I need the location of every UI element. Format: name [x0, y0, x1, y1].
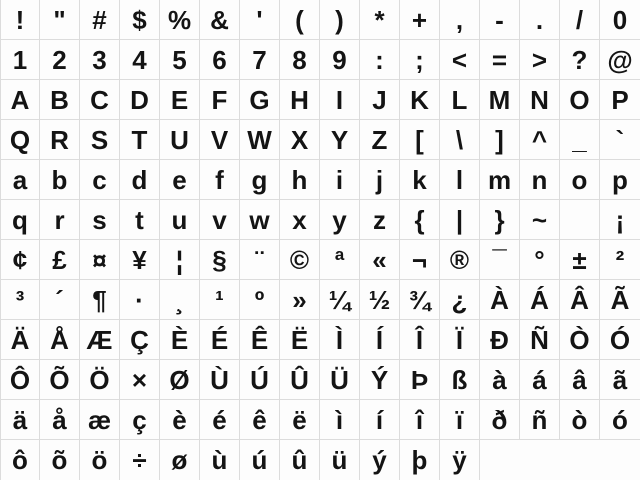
- glyph-cell[interactable]: d: [120, 160, 160, 200]
- glyph-cell[interactable]: $: [120, 0, 160, 40]
- glyph-cell[interactable]: ^: [520, 120, 560, 160]
- glyph-cell[interactable]: ï: [440, 400, 480, 440]
- glyph-cell[interactable]: Ï: [440, 320, 480, 360]
- glyph-cell[interactable]: Þ: [400, 360, 440, 400]
- glyph-cell[interactable]: %: [160, 0, 200, 40]
- glyph-cell[interactable]: B: [40, 80, 80, 120]
- glyph-cell[interactable]: ¸: [160, 280, 200, 320]
- glyph-cell[interactable]: p: [600, 160, 640, 200]
- glyph-cell[interactable]: x: [280, 200, 320, 240]
- glyph-cell[interactable]: ×: [120, 360, 160, 400]
- glyph-cell[interactable]: Ê: [240, 320, 280, 360]
- glyph-cell[interactable]: ²: [600, 240, 640, 280]
- glyph-cell[interactable]: L: [440, 80, 480, 120]
- glyph-cell[interactable]: D: [120, 80, 160, 120]
- glyph-cell[interactable]: }: [480, 200, 520, 240]
- glyph-cell[interactable]: ©: [280, 240, 320, 280]
- glyph-cell[interactable]: ?: [560, 40, 600, 80]
- glyph-cell[interactable]: ð: [480, 400, 520, 440]
- glyph-cell[interactable]: Ì: [320, 320, 360, 360]
- glyph-cell[interactable]: ~: [520, 200, 560, 240]
- glyph-cell[interactable]: P: [600, 80, 640, 120]
- glyph-cell[interactable]: _: [560, 120, 600, 160]
- glyph-cell[interactable]: è: [160, 400, 200, 440]
- empty-glyph-cell[interactable]: [560, 200, 600, 240]
- glyph-cell[interactable]: Ù: [200, 360, 240, 400]
- glyph-cell[interactable]: ±: [560, 240, 600, 280]
- glyph-cell[interactable]: §: [200, 240, 240, 280]
- glyph-cell[interactable]: ¦: [160, 240, 200, 280]
- glyph-cell[interactable]: F: [200, 80, 240, 120]
- glyph-cell[interactable]: 2: [40, 40, 80, 80]
- glyph-cell[interactable]: {: [400, 200, 440, 240]
- glyph-cell[interactable]: Æ: [80, 320, 120, 360]
- glyph-cell[interactable]: W: [240, 120, 280, 160]
- glyph-cell[interactable]: Ä: [0, 320, 40, 360]
- glyph-cell[interactable]: ): [320, 0, 360, 40]
- glyph-cell[interactable]: £: [40, 240, 80, 280]
- glyph-cell[interactable]: a: [0, 160, 40, 200]
- glyph-cell[interactable]: s: [80, 200, 120, 240]
- glyph-cell[interactable]: ü: [320, 440, 360, 480]
- glyph-cell[interactable]: Q: [0, 120, 40, 160]
- glyph-cell[interactable]: æ: [80, 400, 120, 440]
- glyph-cell[interactable]: ú: [240, 440, 280, 480]
- glyph-cell[interactable]: Ü: [320, 360, 360, 400]
- glyph-cell[interactable]: ß: [440, 360, 480, 400]
- glyph-cell[interactable]: ;: [400, 40, 440, 80]
- glyph-cell[interactable]: ì: [320, 400, 360, 440]
- glyph-cell[interactable]: Á: [520, 280, 560, 320]
- glyph-cell[interactable]: u: [160, 200, 200, 240]
- glyph-cell[interactable]: e: [160, 160, 200, 200]
- glyph-cell[interactable]: :: [360, 40, 400, 80]
- glyph-cell[interactable]: ÿ: [440, 440, 480, 480]
- glyph-cell[interactable]: j: [360, 160, 400, 200]
- glyph-cell[interactable]: U: [160, 120, 200, 160]
- glyph-cell[interactable]: Ã: [600, 280, 640, 320]
- glyph-cell[interactable]: Ò: [560, 320, 600, 360]
- glyph-cell[interactable]: ç: [120, 400, 160, 440]
- glyph-cell[interactable]: r: [40, 200, 80, 240]
- glyph-cell[interactable]: Ñ: [520, 320, 560, 360]
- glyph-cell[interactable]: I: [320, 80, 360, 120]
- glyph-cell[interactable]: T: [120, 120, 160, 160]
- glyph-cell[interactable]: ®: [440, 240, 480, 280]
- glyph-cell[interactable]: l: [440, 160, 480, 200]
- glyph-cell[interactable]: g: [240, 160, 280, 200]
- glyph-cell[interactable]: o: [560, 160, 600, 200]
- glyph-cell[interactable]: A: [0, 80, 40, 120]
- glyph-cell[interactable]: #: [80, 0, 120, 40]
- glyph-cell[interactable]: Û: [280, 360, 320, 400]
- glyph-cell[interactable]: Ç: [120, 320, 160, 360]
- glyph-cell[interactable]: Å: [40, 320, 80, 360]
- glyph-cell[interactable]: õ: [40, 440, 80, 480]
- glyph-cell[interactable]: Ë: [280, 320, 320, 360]
- glyph-cell[interactable]: +: [400, 0, 440, 40]
- glyph-cell[interactable]: O: [560, 80, 600, 120]
- glyph-cell[interactable]: z: [360, 200, 400, 240]
- glyph-cell[interactable]: &: [200, 0, 240, 40]
- glyph-cell[interactable]: 8: [280, 40, 320, 80]
- glyph-cell[interactable]: X: [280, 120, 320, 160]
- glyph-cell[interactable]: ,: [440, 0, 480, 40]
- glyph-cell[interactable]: C: [80, 80, 120, 120]
- glyph-cell[interactable]: ¤: [80, 240, 120, 280]
- glyph-cell[interactable]: Õ: [40, 360, 80, 400]
- glyph-cell[interactable]: ã: [600, 360, 640, 400]
- glyph-cell[interactable]: v: [200, 200, 240, 240]
- glyph-cell[interactable]: È: [160, 320, 200, 360]
- glyph-cell[interactable]: @: [600, 40, 640, 80]
- glyph-cell[interactable]: »: [280, 280, 320, 320]
- glyph-cell[interactable]: .: [520, 0, 560, 40]
- glyph-cell[interactable]: ò: [560, 400, 600, 440]
- glyph-cell[interactable]: m: [480, 160, 520, 200]
- glyph-cell[interactable]: f: [200, 160, 240, 200]
- glyph-cell[interactable]: Î: [400, 320, 440, 360]
- glyph-cell[interactable]: 6: [200, 40, 240, 80]
- glyph-cell[interactable]: ¢: [0, 240, 40, 280]
- glyph-cell[interactable]: ë: [280, 400, 320, 440]
- glyph-cell[interactable]: î: [400, 400, 440, 440]
- glyph-cell[interactable]: Ø: [160, 360, 200, 400]
- glyph-cell[interactable]: \: [440, 120, 480, 160]
- glyph-cell[interactable]: ': [240, 0, 280, 40]
- glyph-cell[interactable]: ñ: [520, 400, 560, 440]
- glyph-cell[interactable]: [: [400, 120, 440, 160]
- glyph-cell[interactable]: â: [560, 360, 600, 400]
- glyph-cell[interactable]: Ö: [80, 360, 120, 400]
- glyph-cell[interactable]: ê: [240, 400, 280, 440]
- glyph-cell[interactable]: À: [480, 280, 520, 320]
- glyph-cell[interactable]: 3: [80, 40, 120, 80]
- glyph-cell[interactable]: ù: [200, 440, 240, 480]
- glyph-cell[interactable]: *: [360, 0, 400, 40]
- glyph-cell[interactable]: h: [280, 160, 320, 200]
- glyph-cell[interactable]: ¨: [240, 240, 280, 280]
- glyph-cell[interactable]: K: [400, 80, 440, 120]
- glyph-cell[interactable]: ö: [80, 440, 120, 480]
- glyph-cell[interactable]: Â: [560, 280, 600, 320]
- glyph-cell[interactable]: ª: [320, 240, 360, 280]
- glyph-cell[interactable]: i: [320, 160, 360, 200]
- glyph-cell[interactable]: Ô: [0, 360, 40, 400]
- glyph-cell[interactable]: Z: [360, 120, 400, 160]
- glyph-cell[interactable]: !: [0, 0, 40, 40]
- glyph-cell[interactable]: É: [200, 320, 240, 360]
- glyph-cell[interactable]: t: [120, 200, 160, 240]
- glyph-cell[interactable]: ¬: [400, 240, 440, 280]
- glyph-cell[interactable]: 1: [0, 40, 40, 80]
- glyph-cell[interactable]: V: [200, 120, 240, 160]
- glyph-cell[interactable]: Y: [320, 120, 360, 160]
- glyph-cell[interactable]: é: [200, 400, 240, 440]
- glyph-cell[interactable]: N: [520, 80, 560, 120]
- glyph-cell[interactable]: ¼: [320, 280, 360, 320]
- glyph-cell[interactable]: /: [560, 0, 600, 40]
- glyph-cell[interactable]: <: [440, 40, 480, 80]
- glyph-cell[interactable]: >: [520, 40, 560, 80]
- glyph-cell[interactable]: H: [280, 80, 320, 120]
- glyph-cell[interactable]: ·: [120, 280, 160, 320]
- glyph-cell[interactable]: Ð: [480, 320, 520, 360]
- glyph-cell[interactable]: Ú: [240, 360, 280, 400]
- glyph-cell[interactable]: í: [360, 400, 400, 440]
- glyph-cell[interactable]: ¯: [480, 240, 520, 280]
- glyph-cell[interactable]: ý: [360, 440, 400, 480]
- glyph-cell[interactable]: 0: [600, 0, 640, 40]
- glyph-cell[interactable]: k: [400, 160, 440, 200]
- glyph-cell[interactable]: à: [480, 360, 520, 400]
- glyph-cell[interactable]: å: [40, 400, 80, 440]
- glyph-cell[interactable]: 7: [240, 40, 280, 80]
- glyph-cell[interactable]: |: [440, 200, 480, 240]
- glyph-cell[interactable]: ¶: [80, 280, 120, 320]
- glyph-cell[interactable]: -: [480, 0, 520, 40]
- glyph-cell[interactable]: Ó: [600, 320, 640, 360]
- glyph-cell[interactable]: ¥: [120, 240, 160, 280]
- glyph-cell[interactable]: ô: [0, 440, 40, 480]
- glyph-cell[interactable]: =: [480, 40, 520, 80]
- glyph-cell[interactable]: ´: [40, 280, 80, 320]
- glyph-cell[interactable]: ³: [0, 280, 40, 320]
- glyph-cell[interactable]: þ: [400, 440, 440, 480]
- glyph-cell[interactable]: S: [80, 120, 120, 160]
- glyph-cell[interactable]: ": [40, 0, 80, 40]
- glyph-cell[interactable]: w: [240, 200, 280, 240]
- glyph-cell[interactable]: (: [280, 0, 320, 40]
- glyph-cell[interactable]: ¿: [440, 280, 480, 320]
- glyph-cell[interactable]: º: [240, 280, 280, 320]
- glyph-cell[interactable]: J: [360, 80, 400, 120]
- glyph-cell[interactable]: Ý: [360, 360, 400, 400]
- glyph-cell[interactable]: E: [160, 80, 200, 120]
- glyph-cell[interactable]: n: [520, 160, 560, 200]
- glyph-cell[interactable]: ó: [600, 400, 640, 440]
- empty-area: [480, 440, 640, 480]
- glyph-cell[interactable]: y: [320, 200, 360, 240]
- glyph-cell[interactable]: M: [480, 80, 520, 120]
- glyph-cell[interactable]: 9: [320, 40, 360, 80]
- glyph-cell[interactable]: R: [40, 120, 80, 160]
- glyph-cell[interactable]: c: [80, 160, 120, 200]
- glyph-cell[interactable]: ÷: [120, 440, 160, 480]
- glyph-cell[interactable]: 5: [160, 40, 200, 80]
- glyph-cell[interactable]: Í: [360, 320, 400, 360]
- glyph-cell[interactable]: 4: [120, 40, 160, 80]
- glyph-cell[interactable]: G: [240, 80, 280, 120]
- glyph-cell[interactable]: ]: [480, 120, 520, 160]
- glyph-cell[interactable]: ½: [360, 280, 400, 320]
- glyph-cell[interactable]: ¡: [600, 200, 640, 240]
- glyph-cell[interactable]: °: [520, 240, 560, 280]
- glyph-cell[interactable]: ¾: [400, 280, 440, 320]
- glyph-cell[interactable]: ä: [0, 400, 40, 440]
- glyph-cell[interactable]: `: [600, 120, 640, 160]
- glyph-cell[interactable]: b: [40, 160, 80, 200]
- glyph-cell[interactable]: ¹: [200, 280, 240, 320]
- glyph-cell[interactable]: ø: [160, 440, 200, 480]
- glyph-cell[interactable]: û: [280, 440, 320, 480]
- glyph-cell[interactable]: «: [360, 240, 400, 280]
- glyph-cell[interactable]: á: [520, 360, 560, 400]
- glyph-cell[interactable]: q: [0, 200, 40, 240]
